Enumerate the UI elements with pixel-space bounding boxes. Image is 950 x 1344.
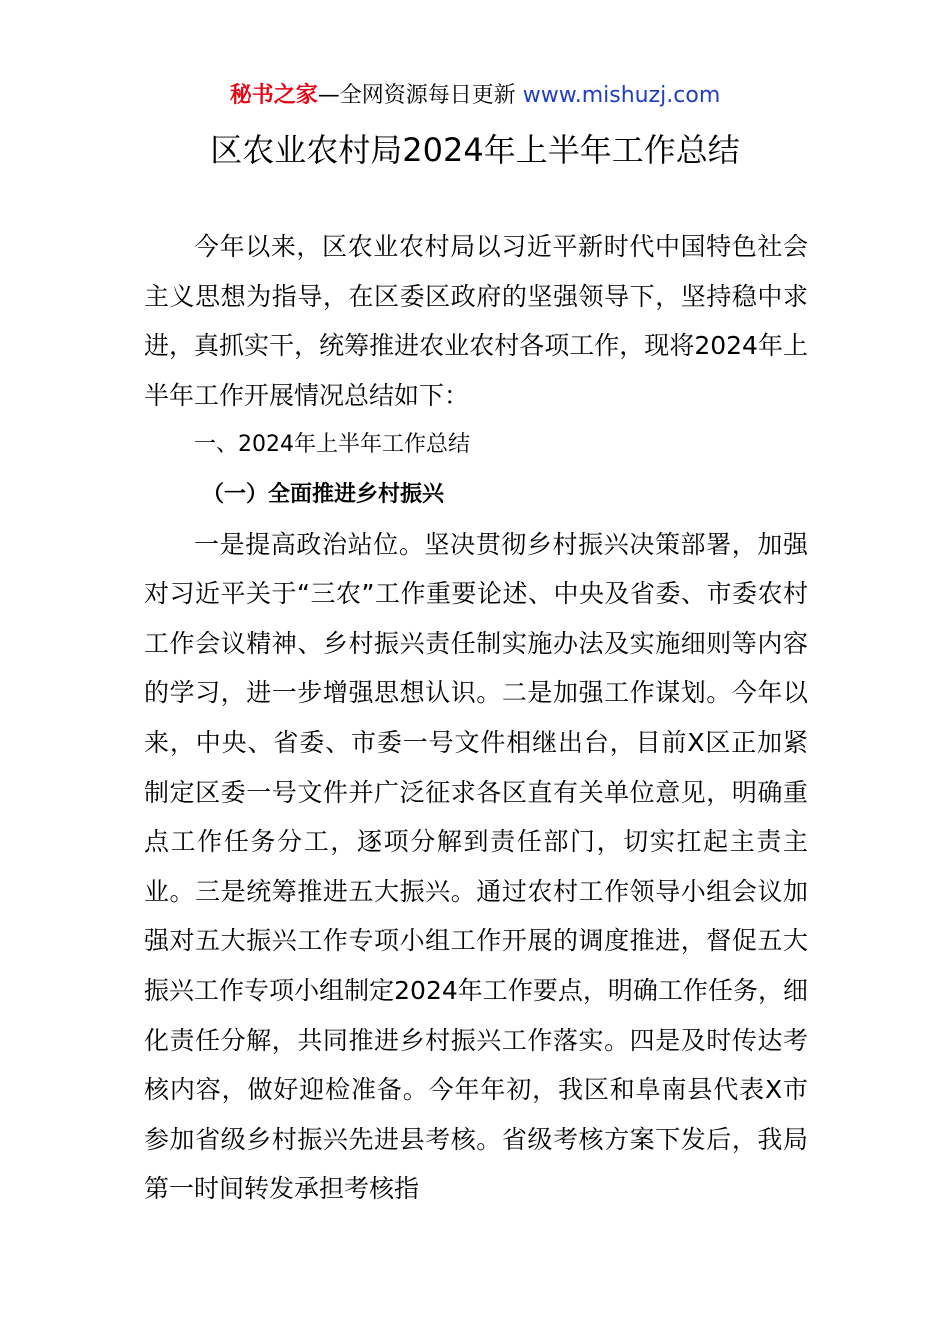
section-heading: 一、2024年上半年工作总结 <box>194 432 470 458</box>
site-header <box>0 80 950 112</box>
intro-paragraph: 今年以来，区农业农村局以习近平新时代中国特色社会主义思想为指导，在区委区政府的坚强领导下，坚持稳中求进，真抓实干，统筹推进农业农村各项工作，现将2024年上半年工作开展情况总结如下： <box>144 232 808 410</box>
site-url[interactable]: www.mishuzj.com <box>522 83 721 108</box>
document-title: 区农业农村局2024年上半年工作总结 <box>210 131 740 169</box>
subsection-heading: （一）全面推进乡村振兴 <box>202 481 445 507</box>
site-tagline: —全网资源每日更新 <box>317 83 523 108</box>
body-paragraph: 一是提高政治站位。坚决贯彻乡村振兴决策部署，加强对习近平关于“三农”工作重要论述、中央及省委、市委农村工作会议精神、乡村振兴责任制实施办法及实施细则等内容的学习，进一步增强思想认识。二是加强工作谋划。今年以来，中央、省委、市委一号文件相继出台，目前X区正加紧制定区委一号文件并广泛征求各区直有关单位意见，明确重点工作任务分工，逐项分解到责任部门，切实扛起主责主业。三是统筹推进五大振兴。通过农村工作领导小组会议加强对五大振兴工作专项小组工作开展的调度推进，督促五大振兴工作专项小组制定2024年工作要点，明确工作任务，细化责任分解，共同推进乡村振兴工作落实。四是及时传达考核内容，做好迎检准备。今年年初，我区和阜南县代表X市参加省级乡村振兴先进县考核。省级考核方案下发后，我局第一时间转发承担考核指 <box>144 529 808 1204</box>
document-body <box>144 222 808 1214</box>
site-brand: 秘书之家 <box>229 83 318 108</box>
